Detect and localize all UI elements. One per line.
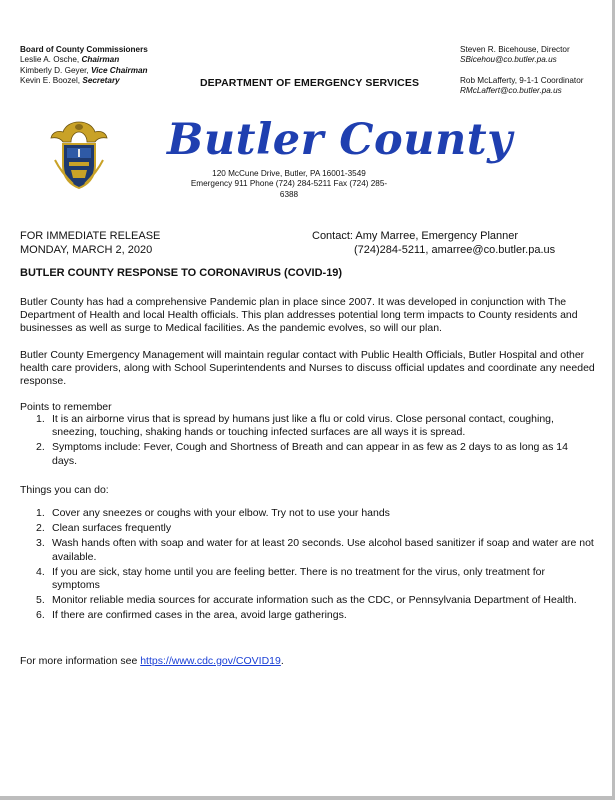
points-label: Points to remember — [20, 401, 112, 413]
list-item: 1. Cover any sneezes or coughs with your elbow. Try not to use your hands — [36, 507, 390, 519]
paragraph: Butler County has had a comprehensive Pandemic plan in place since 2007. It was developed in conjunction with The Department of Health and local Health officials. This plan addresses potential long term impacts to County residents and businesses as well as surge to Medical facilities. As the pandemic evolves, so will our plan. — [20, 296, 578, 335]
list-number: 4. — [36, 565, 45, 578]
list-item: 2. Symptoms include: Fever, Cough and Shortness of Breath and can appear in as few as 2 days to as long as 14 days. — [36, 441, 568, 467]
press-release-headline: BUTLER COUNTY RESPONSE TO CORONAVIRUS (COVID-19) — [20, 267, 343, 279]
list-number: 1. — [36, 507, 45, 519]
address-line: 120 McCune Drive, Butler, PA 16001-3549 — [212, 169, 366, 178]
list-item: 6. If there are confirmed cases in the area, avoid large gatherings. — [36, 609, 347, 622]
contact-block — [312, 230, 555, 257]
release-block — [20, 230, 160, 257]
list-number: 1. — [36, 413, 45, 425]
things-label: Things you can do: — [20, 484, 109, 496]
release-date: MONDAY, MARCH 2, 2020 — [20, 243, 153, 256]
county-seal-icon — [49, 118, 109, 193]
list-number: 2. — [36, 441, 45, 454]
things-list — [20, 507, 595, 625]
department-name: DEPARTMENT OF EMERGENCY SERVICES — [200, 77, 420, 89]
board-member: Kevin E. Boozel, Secretary — [20, 76, 120, 86]
more-info — [20, 655, 284, 667]
board-of-commissioners — [20, 45, 148, 87]
contact-details: (724)284-5211, amarree@co.butler.pa.us — [354, 243, 556, 256]
board-member: Leslie A. Osche, Chairman — [20, 55, 120, 65]
page-edge-bottom — [0, 796, 615, 800]
release-label: FOR IMMEDIATE RELEASE — [20, 230, 161, 242]
staff-contacts — [460, 45, 583, 97]
points-list — [20, 413, 595, 470]
more-info-text: For more information see — [20, 655, 141, 667]
staff-name: Rob McLafferty, 9-1-1 Coordinator — [460, 75, 584, 85]
board-member: Kimberly D. Geyer, Vice Chairman — [20, 65, 148, 75]
list-item: 4. If you are sick, stay home until you are feeling better. There is no treatment for the virus, only treatment for symptoms — [36, 565, 545, 592]
more-info-suffix: . — [280, 655, 284, 667]
staff-name: Steven R. Bicehouse, Director — [460, 45, 570, 54]
list-item: 1. It is an airborne virus that is spread by humans just like a flu or cold virus. Close personal contact, coughing, sneezing, touching, shaking hands or touching infected surfaces are all ways it is spread. — [36, 413, 554, 439]
contact-name: Contact: Amy Marree, Emergency Planner — [312, 230, 519, 242]
list-item: 5. Monitor reliable media sources for accurate information such as the CDC, or Pennsylvania Department of Health. — [36, 594, 577, 607]
cdc-link[interactable]: https://www.cdc.gov/COVID19 — [140, 655, 281, 667]
county-address — [189, 169, 389, 200]
list-number: 2. — [36, 522, 45, 535]
list-number: 5. — [36, 594, 45, 607]
board-title: Board of County Commissioners — [20, 45, 148, 54]
paragraph: Butler County Emergency Management will maintain regular contact with Public Health Officials, Butler Hospital and other health care providers, along with School Superintendents and Nurses to discuss official updates and coordinate any needed response. — [20, 349, 595, 388]
staff-email[interactable]: RMcLaffert@co.butler.pa.us — [460, 86, 562, 96]
phone-line: Emergency 911 Phone (724) 284-5211 Fax (724) 285-6388 — [190, 179, 388, 199]
county-title: Butler County — [167, 115, 513, 165]
staff-email[interactable]: SBicehou@co.butler.pa.us — [460, 55, 557, 65]
list-item: 3. Wash hands often with soap and water for at least 20 seconds. Use alcohol based sanitizer if soap and water are not available. — [36, 537, 594, 563]
list-number: 6. — [36, 609, 45, 622]
list-item: 2. Clean surfaces frequently — [36, 522, 172, 535]
list-number: 3. — [36, 537, 45, 550]
